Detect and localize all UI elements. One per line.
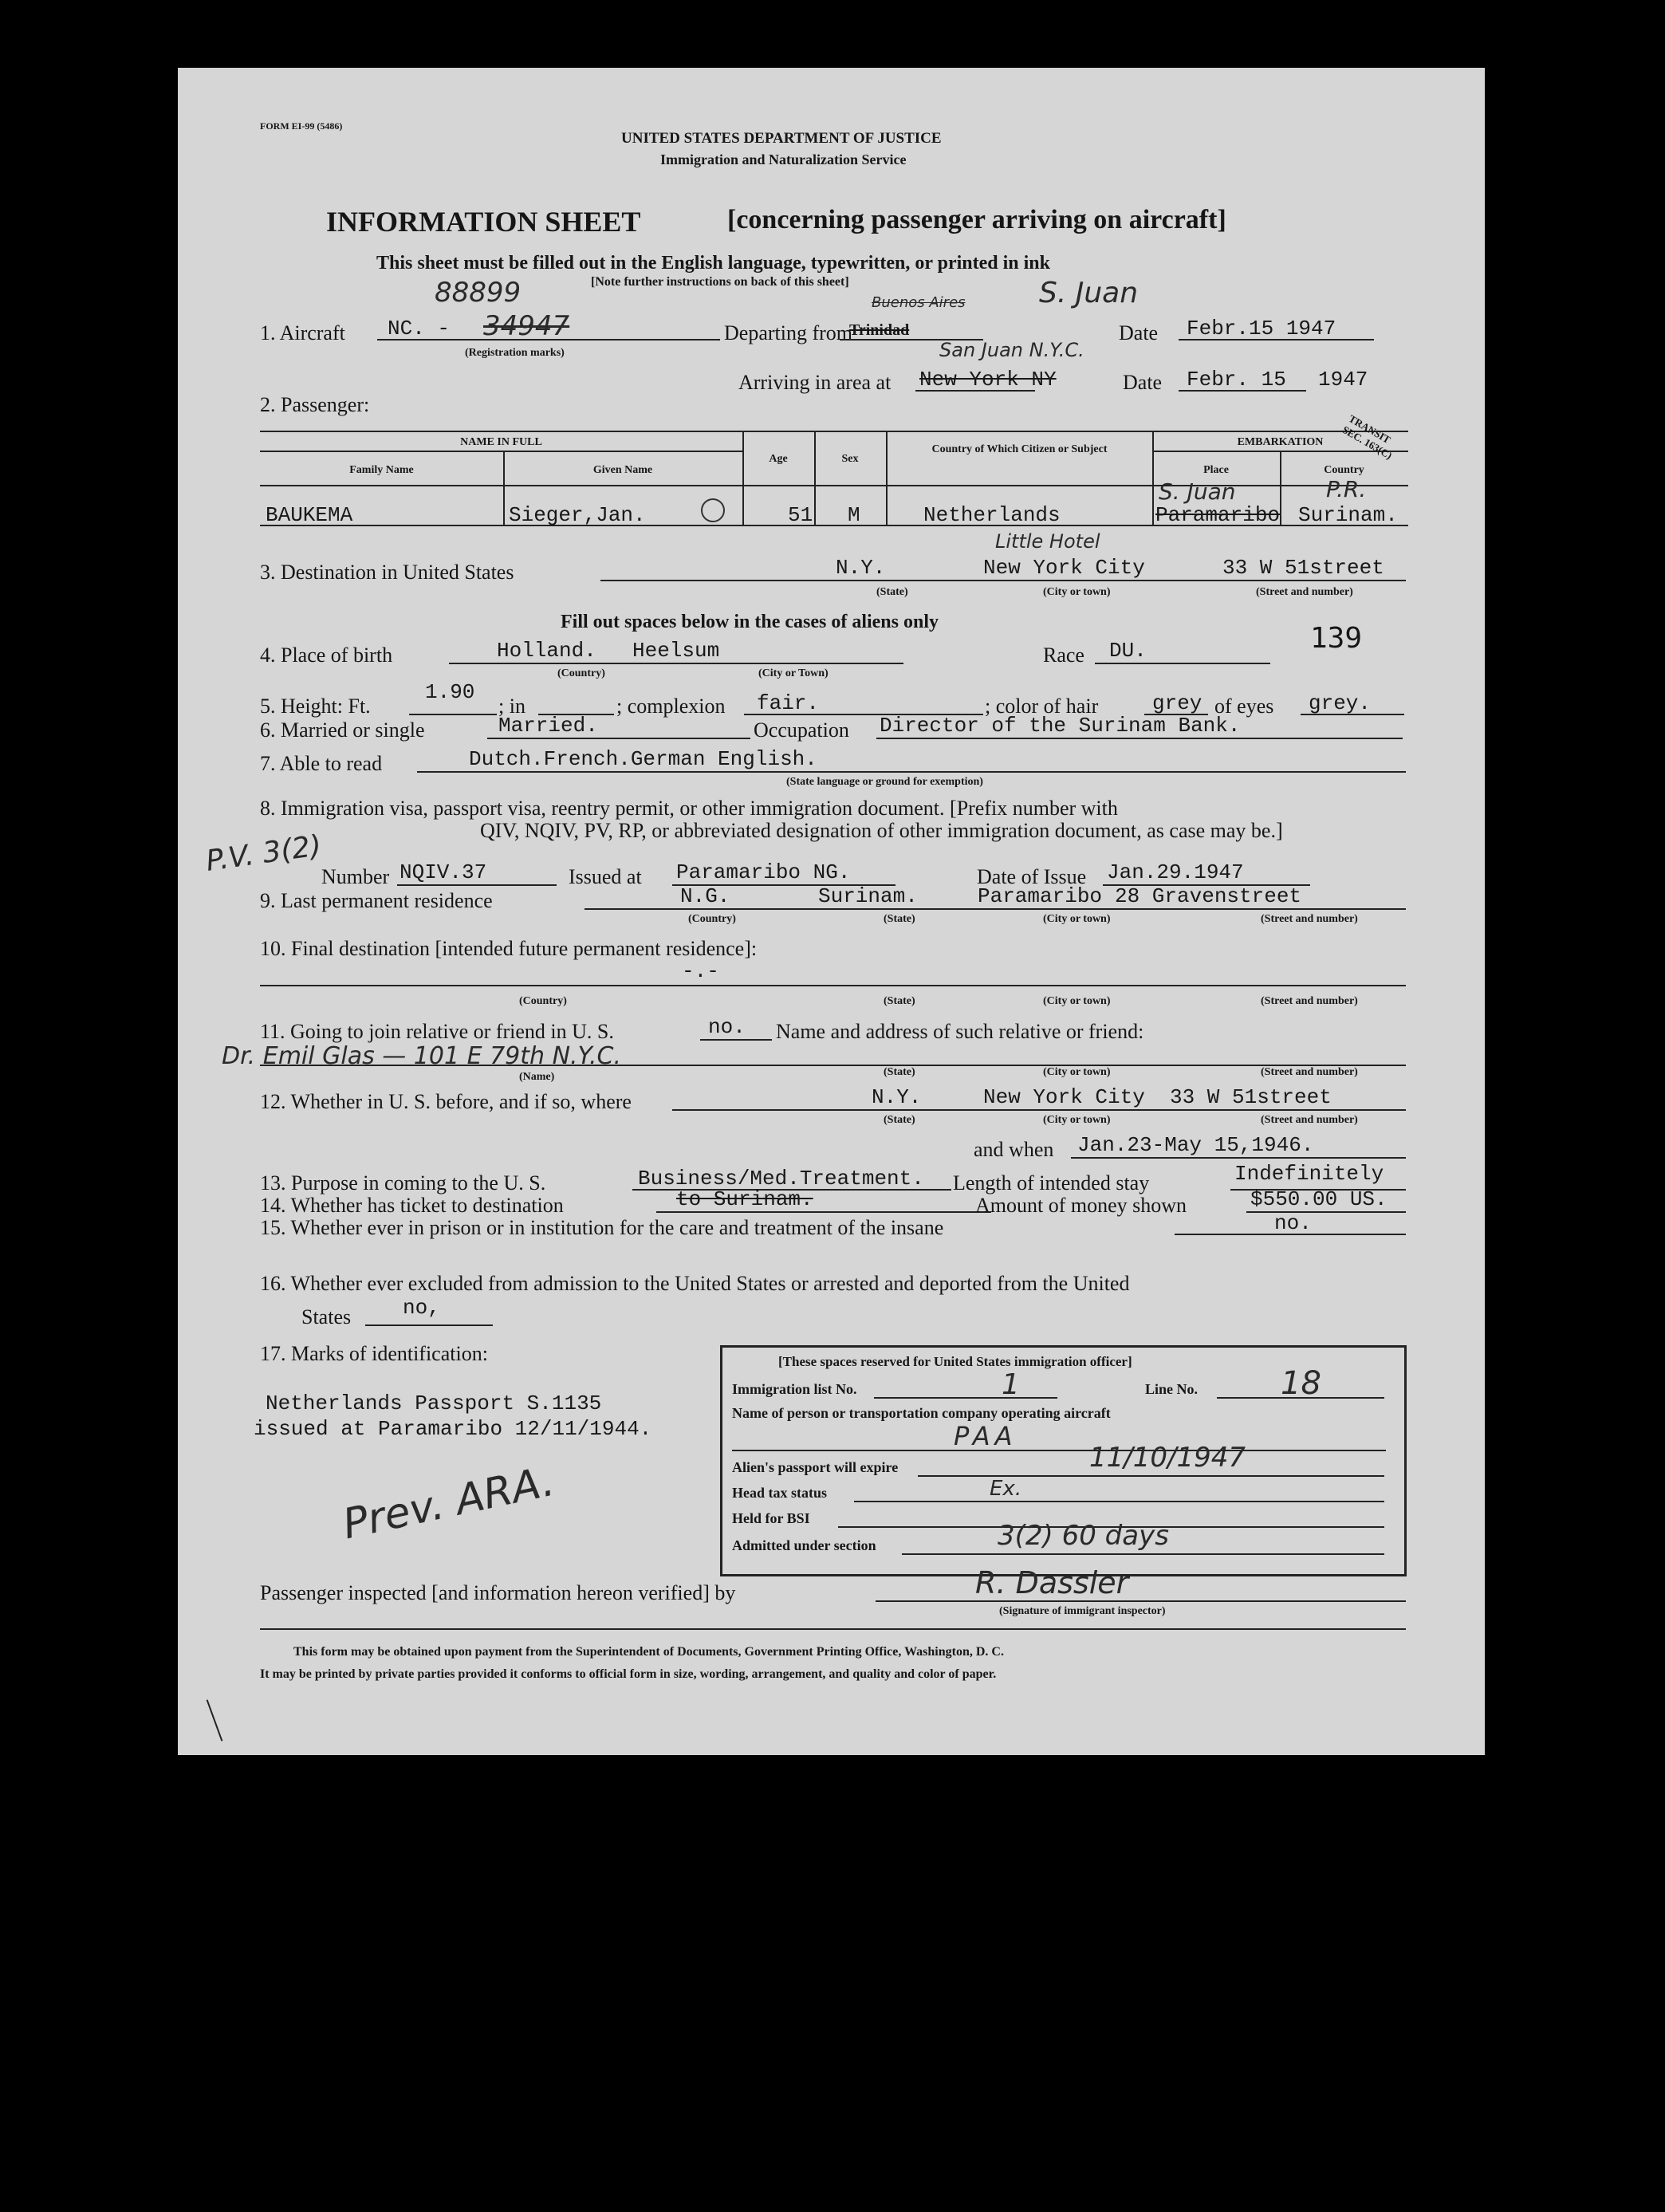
excluded-label: 16. Whether ever excluded from admission to the United States or arrested and deported from the United (260, 1272, 1130, 1295)
stay-value: Indefinitely (1234, 1162, 1384, 1186)
money-value: $550.00 US. (1250, 1187, 1388, 1211)
married-value: Married. (498, 714, 598, 738)
visa-issued-place: Paramaribo NG. (676, 860, 851, 884)
caption-street: (Street and number) (1256, 586, 1353, 598)
departing-struck-2: Buenos Aires (872, 294, 966, 311)
before-label: 12. Whether in U. S. before, and if so, where (260, 1090, 632, 1113)
visa-margin-handwritten: P.V. 3(2) (203, 829, 324, 878)
arriving-handwritten: San Juan N.Y.C. (939, 339, 1084, 361)
birth-label: 4. Place of birth (260, 644, 393, 667)
residence-street: 28 Gravenstreet (1115, 884, 1302, 908)
departing-handwritten: S. Juan (1039, 277, 1139, 309)
aircraft-number-handwritten: 88899 (435, 277, 522, 309)
height-label: 5. Height: Ft. (260, 695, 371, 718)
header-age: Age (769, 453, 788, 465)
handwritten-circle-mark (701, 498, 725, 522)
departure-date: Febr.15 1947 (1187, 317, 1336, 340)
embarkation-place: Paramaribo (1155, 503, 1281, 527)
header-country-citizen: Country of Which Citizen or Subject (931, 443, 1108, 455)
residence-country: N.G. (680, 884, 730, 908)
caption-join-name: (Name) (519, 1071, 555, 1083)
inspector-signature-caption: (Signature of immigrant inspector) (999, 1605, 1166, 1617)
officer-box-title: [These spaces reserved for United States immigration officer] (778, 1354, 1132, 1369)
passport-expire-value: 11/10/1947 (1089, 1442, 1246, 1474)
departing-struck: Trinidad (849, 321, 910, 339)
header-given-name: Given Name (592, 464, 653, 476)
aircraft-number-struck: 34947 (483, 310, 570, 342)
stay-label: Length of intended stay (953, 1171, 1150, 1195)
header-country: Country (1324, 464, 1364, 476)
visa-text-line1: 8. Immigration visa, passport visa, reentry permit, or other immigration document. [Prefix number with (260, 797, 1118, 820)
arrival-date: Febr. 15 (1187, 368, 1286, 392)
embarkation-country: Surinam. (1298, 503, 1398, 527)
inspector-signature: R. Dassler (975, 1565, 1129, 1600)
date-label: Date (1119, 321, 1159, 344)
prison-label: 15. Whether ever in prison or in institution for the care and treatment of the insane (260, 1216, 944, 1239)
occupation-label: Occupation (754, 718, 849, 742)
excluded-states-label: States (301, 1305, 352, 1328)
bsi-label: Held for BSI (732, 1510, 810, 1526)
marks-handwritten: Prev. ARA. (338, 1457, 559, 1549)
before-when-value: Jan.23-May 15,1946. (1077, 1133, 1314, 1157)
race-label: Race (1043, 644, 1084, 667)
caption-res-street: (Street and number) (1261, 913, 1358, 925)
caption-final-city: (City or town) (1043, 995, 1111, 1007)
form-title: INFORMATION SHEET (326, 206, 641, 238)
arriving-struck: New York NY (919, 368, 1057, 392)
marks-label: 17. Marks of identification: (260, 1342, 488, 1365)
header-embarkation: EMBARKATION (1237, 436, 1324, 448)
line-number-label: Line No. (1145, 1381, 1199, 1397)
embarkation-country-handwritten: P.R. (1326, 476, 1367, 502)
destination-handwritten-note: Little Hotel (995, 530, 1100, 553)
header-name-in-full: NAME IN FULL (460, 436, 542, 448)
residence-state: Surinam. (818, 884, 918, 908)
departing-label: Departing from (724, 321, 853, 344)
visa-date: Jan.29.1947 (1107, 860, 1244, 884)
embarkation-place-handwritten: S. Juan (1159, 478, 1236, 505)
read-caption: (State language or ground for exemption) (786, 776, 983, 788)
header-sex: Sex (841, 453, 859, 465)
height-feet: 1.90 (425, 680, 475, 704)
operator-label: Name of person or transportation company operating aircraft (732, 1405, 1111, 1421)
immigration-list-label: Immigration list No. (732, 1381, 857, 1397)
complexion-label: ; complexion (616, 695, 726, 718)
caption-final-country: (Country) (519, 995, 567, 1007)
margin-pen-mark (207, 1699, 223, 1741)
line-number-value: 18 (1281, 1365, 1321, 1402)
caption-final-street: (Street and number) (1261, 995, 1358, 1007)
officer-reserved-box (720, 1345, 1407, 1576)
eye-color-label: of eyes (1214, 695, 1274, 718)
immigration-list-value: 1 (1002, 1368, 1020, 1401)
residence-label: 9. Last permanent residence (260, 889, 493, 912)
caption-final-state: (State) (884, 995, 915, 1007)
money-label: Amount of money shown (975, 1194, 1187, 1217)
head-tax-label: Head tax status (732, 1485, 828, 1501)
header-place: Place (1203, 464, 1229, 476)
married-label: 6. Married or single (260, 718, 425, 742)
caption-join-street: (Street and number) (1261, 1066, 1358, 1078)
header-family-name: Family Name (349, 464, 414, 476)
caption-join-city: (City or town) (1043, 1066, 1111, 1078)
ticket-label: 14. Whether has ticket to destination (260, 1194, 564, 1217)
footer-line-1: This form may be obtained upon payment from the Superintendent of Documents, Government Printing Office, Washington, D. C. (293, 1645, 1004, 1659)
languages-value: Dutch.French.German English. (469, 747, 817, 771)
read-label: 7. Able to read (260, 752, 383, 775)
visa-date-label: Date of Issue (977, 865, 1087, 888)
arrival-year: 1947 (1318, 368, 1368, 392)
caption-before-city: (City or town) (1043, 1114, 1111, 1126)
join-label: 11. Going to join relative or friend in U. S. (260, 1020, 614, 1043)
destination-city: New York City (983, 556, 1145, 580)
passenger-citizenship: Netherlands (923, 503, 1061, 527)
information-sheet-page (178, 68, 1485, 1755)
instruction-line: This sheet must be filled out in the English language, typewritten, or printed in ink (376, 253, 1050, 274)
visa-number-label: Number (321, 865, 390, 888)
purpose-label: 13. Purpose in coming to the U. S. (260, 1171, 546, 1195)
final-destination-label: 10. Final destination [intended future permanent residence]: (260, 937, 758, 960)
visa-text-line2: QIV, NQIV, PV, RP, or abbreviated designation of other immigration document, as case may be.] (480, 819, 1283, 842)
caption-before-state: (State) (884, 1114, 915, 1126)
birth-country: Holland. (497, 639, 596, 663)
ticket-value: to Surinam. (676, 1187, 813, 1211)
operator-value: PAA (954, 1421, 1018, 1451)
aircraft-prefix: NC. - (388, 317, 451, 340)
race-value: DU. (1109, 639, 1147, 663)
caption-res-country: (Country) (688, 913, 736, 925)
before-when-label: and when (974, 1138, 1054, 1161)
caption-join-state: (State) (884, 1066, 915, 1078)
destination-state: N.Y. (836, 556, 886, 580)
visa-number: NQIV.37 (400, 860, 487, 884)
inches-label: ; in (498, 695, 525, 718)
caption-birth-country: (Country) (557, 667, 605, 679)
caption-city: (City or town) (1043, 586, 1111, 598)
birth-city: Heelsum (632, 639, 720, 663)
purpose-value: Business/Med.Treatment. (638, 1167, 924, 1191)
residence-city: Paramaribo (978, 884, 1103, 908)
passenger-sex: M (848, 503, 860, 527)
admitted-label: Admitted under section (732, 1537, 876, 1553)
transit-stamp: TRANSIT SEC. 163(C) (1340, 412, 1395, 462)
caption-res-city: (City or town) (1043, 913, 1111, 925)
given-name: Sieger,Jan. (509, 503, 646, 527)
inspected-label: Passenger inspected [and information hereon verified] by (260, 1581, 736, 1604)
service-name: Immigration and Naturalization Service (660, 152, 907, 167)
destination-street: 33 W 51street (1222, 556, 1384, 580)
arriving-label: Arriving in area at (738, 371, 892, 394)
passport-expire-label: Alien's passport will expire (732, 1459, 899, 1475)
occupation-value: Director of the Surinam Bank. (880, 714, 1241, 738)
caption-before-street: (Street and number) (1261, 1114, 1358, 1126)
form-number: FORM EI-99 (5486) (260, 120, 343, 132)
visa-issued-label: Issued at (569, 865, 642, 888)
passenger-label: 2. Passenger: (260, 393, 370, 416)
stamped-number: 139 (1310, 622, 1363, 655)
join-value: no. (708, 1015, 746, 1039)
registration-caption: (Registration marks) (465, 347, 565, 359)
marks-line-2: issued at Paramaribo 12/11/1944. (254, 1417, 652, 1441)
join-handwritten-name: Dr. Emil Glas — 101 E 79th N.Y.C. (222, 1042, 622, 1070)
complexion-value: fair. (757, 691, 820, 715)
hair-color-value: grey (1152, 691, 1202, 715)
head-tax-value: Ex. (990, 1477, 1022, 1501)
hair-color-label: ; color of hair (985, 695, 1099, 718)
passenger-age: 51 (788, 503, 813, 527)
join-name-address-label: Name and address of such relative or friend: (776, 1020, 1144, 1043)
admitted-value: 3(2) 60 days (998, 1520, 1169, 1552)
instruction-note: [Note further instructions on back of this sheet] (591, 275, 849, 289)
department-name: UNITED STATES DEPARTMENT OF JUSTICE (621, 130, 942, 147)
footer-line-2: It may be printed by private parties provided it conforms to official form in size, wording, arrangement, and quality and color of paper. (260, 1667, 997, 1681)
caption-birth-city: (City or Town) (758, 667, 829, 679)
family-name: BAUKEMA (266, 503, 353, 527)
aircraft-label: 1. Aircraft (260, 321, 345, 344)
marks-line-1: Netherlands Passport S.1135 (266, 1391, 602, 1415)
arrival-date-label: Date (1123, 371, 1163, 394)
prison-value: no. (1274, 1211, 1312, 1235)
before-street: 33 W 51street (1170, 1085, 1332, 1109)
aliens-only-header: Fill out spaces below in the cases of aliens only (561, 612, 939, 632)
before-city: New York City (983, 1085, 1145, 1109)
eye-color-value: grey. (1309, 691, 1372, 715)
caption-state: (State) (876, 586, 908, 598)
caption-res-state: (State) (884, 913, 915, 925)
destination-label: 3. Destination in United States (260, 561, 514, 584)
form-subtitle: [concerning passenger arriving on aircraft] (727, 205, 1226, 234)
excluded-value: no, (403, 1296, 440, 1320)
final-destination-value: -.- (682, 959, 719, 983)
before-state: N.Y. (872, 1085, 922, 1109)
